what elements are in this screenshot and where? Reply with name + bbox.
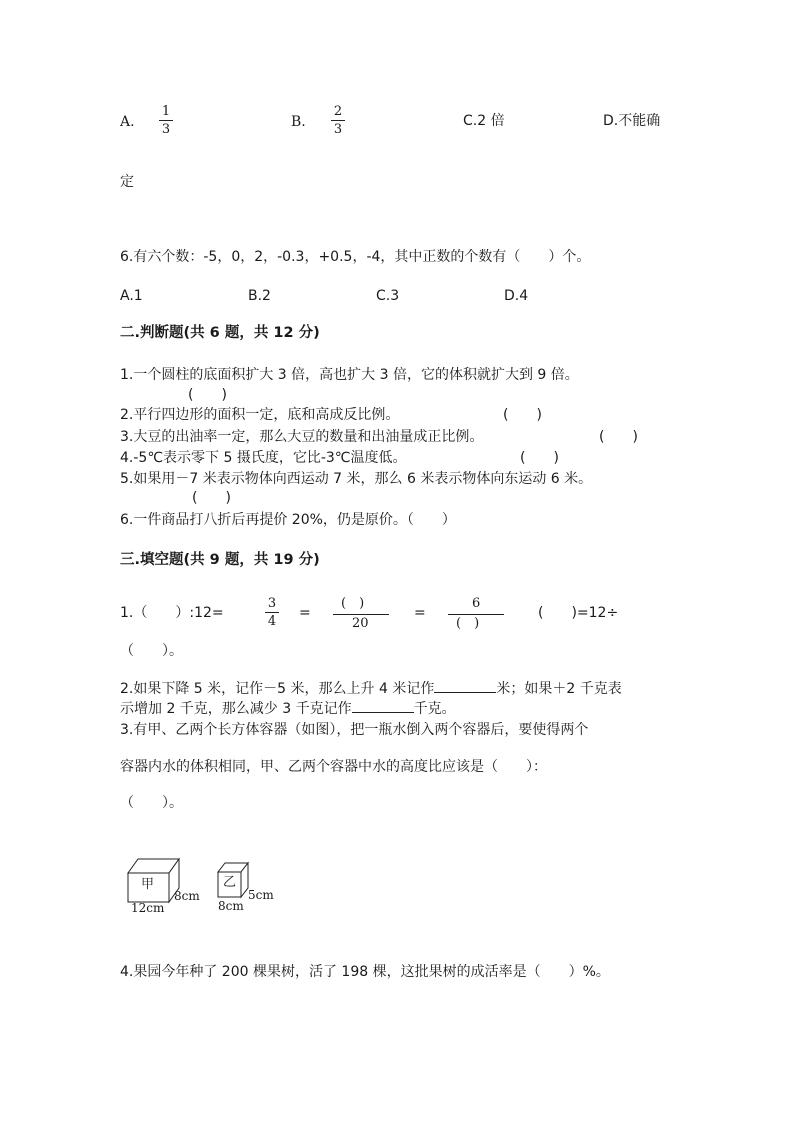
equals-sign-1: = — [299, 605, 311, 621]
fraction-bar — [331, 120, 345, 121]
fill-q2-text-d: 千克。 — [413, 701, 456, 717]
judge-q2: 2.平行四边形的面积一定，底和高成反比例。 — [120, 407, 400, 423]
fraction-denominator: 4 — [267, 614, 277, 629]
fill-q2-text-b: 米；如果＋2 千克表 — [496, 681, 622, 697]
fill-q2-text-c: 示增加 2 千克，那么减少 3 千克记作 — [120, 701, 352, 717]
judge-q4-paren: ( ) — [520, 450, 559, 466]
judge-q1-paren: ( ) — [188, 387, 227, 403]
q6-option-a: A.1 — [120, 288, 143, 304]
containers-figure — [119, 852, 284, 922]
judge-q3-paren: ( ) — [599, 429, 638, 445]
fraction-numerator: 1 — [161, 104, 171, 119]
answer-blank[interactable] — [352, 700, 414, 713]
option-b-fraction — [329, 104, 347, 137]
box-jia-label: 甲 — [141, 877, 155, 892]
question-6-stem: 6.有六个数：-5，0，2，-0.3，+0.5，-4，其中正数的个数有（ ）个。 — [120, 249, 591, 265]
fill-q3-line-1: 3.有甲、乙两个长方体容器（如图），把一瓶水倒入两个容器后，要使得两个 — [120, 722, 589, 738]
fill-q1-line-2: （ ）。 — [120, 643, 183, 659]
fill-q1-fraction-1 — [263, 596, 281, 629]
judge-q5-paren: ( ) — [192, 490, 231, 506]
fill-q3-line-2: 容器内水的体积相同，甲、乙两个容器中水的高度比应该是（ ）： — [120, 759, 547, 775]
section-3-title: 三.填空题(共 9 题，共 19 分) — [120, 552, 320, 568]
judge-q1: 1.一个圆柱的底面积扩大 3 倍，高也扩大 3 倍，它的体积就扩大到 9 倍。 — [120, 367, 579, 383]
option-a-fraction — [157, 104, 175, 137]
judge-q6: 6.一件商品打八折后再提价 20%，仍是原价。（ ） — [120, 512, 456, 528]
box-jia-height: 8cm — [174, 889, 200, 903]
fill-q1-end: ( )=12÷ — [538, 605, 619, 621]
box-jia-width: 12cm — [131, 901, 165, 915]
fill-q1-fraction-3-bar — [448, 614, 504, 615]
equals-sign-2: = — [414, 605, 426, 621]
fill-q1-fraction-2-denominator: 20 — [352, 616, 369, 631]
fill-q4: 4.果园今年种了 200 棵果树，活了 198 棵，这批果树的成活率是（ ）%。 — [120, 964, 610, 980]
option-c: C.2 倍 — [463, 113, 505, 129]
fill-q3-line-3: （ ）。 — [120, 795, 183, 811]
q6-option-b: B.2 — [248, 288, 271, 304]
answer-blank[interactable] — [434, 680, 496, 693]
option-b-label: B. — [291, 114, 306, 130]
box-yi-height: 5cm — [248, 888, 274, 902]
fill-q1-fraction-2-numerator: ( ) — [341, 596, 365, 611]
fraction-bar — [265, 612, 279, 613]
fraction-denominator: 3 — [333, 122, 343, 137]
q6-option-d: D.4 — [504, 288, 529, 304]
fill-q1-start: 1.（ ）:12= — [120, 605, 224, 621]
fill-q2-text-a: 2.如果下降 5 米，记作－5 米，那么上升 4 米记作 — [120, 681, 435, 697]
fraction-numerator: 2 — [333, 104, 343, 119]
box-yi-width: 8cm — [218, 899, 244, 913]
fraction-bar — [159, 120, 173, 121]
judge-q2-paren: ( ) — [503, 407, 542, 423]
judge-q4: 4.-5℃表示零下 5 摄氏度，它比-3℃温度低。 — [120, 450, 407, 466]
option-d-continued: 定 — [120, 174, 134, 190]
fill-q2-line-1 — [120, 680, 622, 697]
q6-option-c: C.3 — [376, 288, 400, 304]
fraction-numerator: 3 — [267, 596, 277, 611]
fill-q2-line-2 — [120, 700, 456, 717]
judge-q5: 5.如果用－7 米表示物体向西运动 7 米，那么 6 米表示物体向东运动 6 米。 — [120, 471, 593, 487]
option-a-label: A. — [120, 114, 135, 130]
fraction-denominator: 3 — [161, 122, 171, 137]
option-d: D.不能确 — [603, 113, 661, 129]
judge-q3: 3.大豆的出油率一定，那么大豆的数量和出油量成正比例。 — [120, 429, 484, 445]
section-2-title: 二.判断题(共 6 题，共 12 分) — [120, 325, 320, 341]
fill-q1-fraction-3-denominator: ( ) — [456, 616, 480, 631]
fill-q1-fraction-3-numerator: 6 — [472, 596, 481, 611]
fill-q1-fraction-2-bar — [333, 614, 389, 615]
box-yi-label: 乙 — [223, 875, 237, 890]
